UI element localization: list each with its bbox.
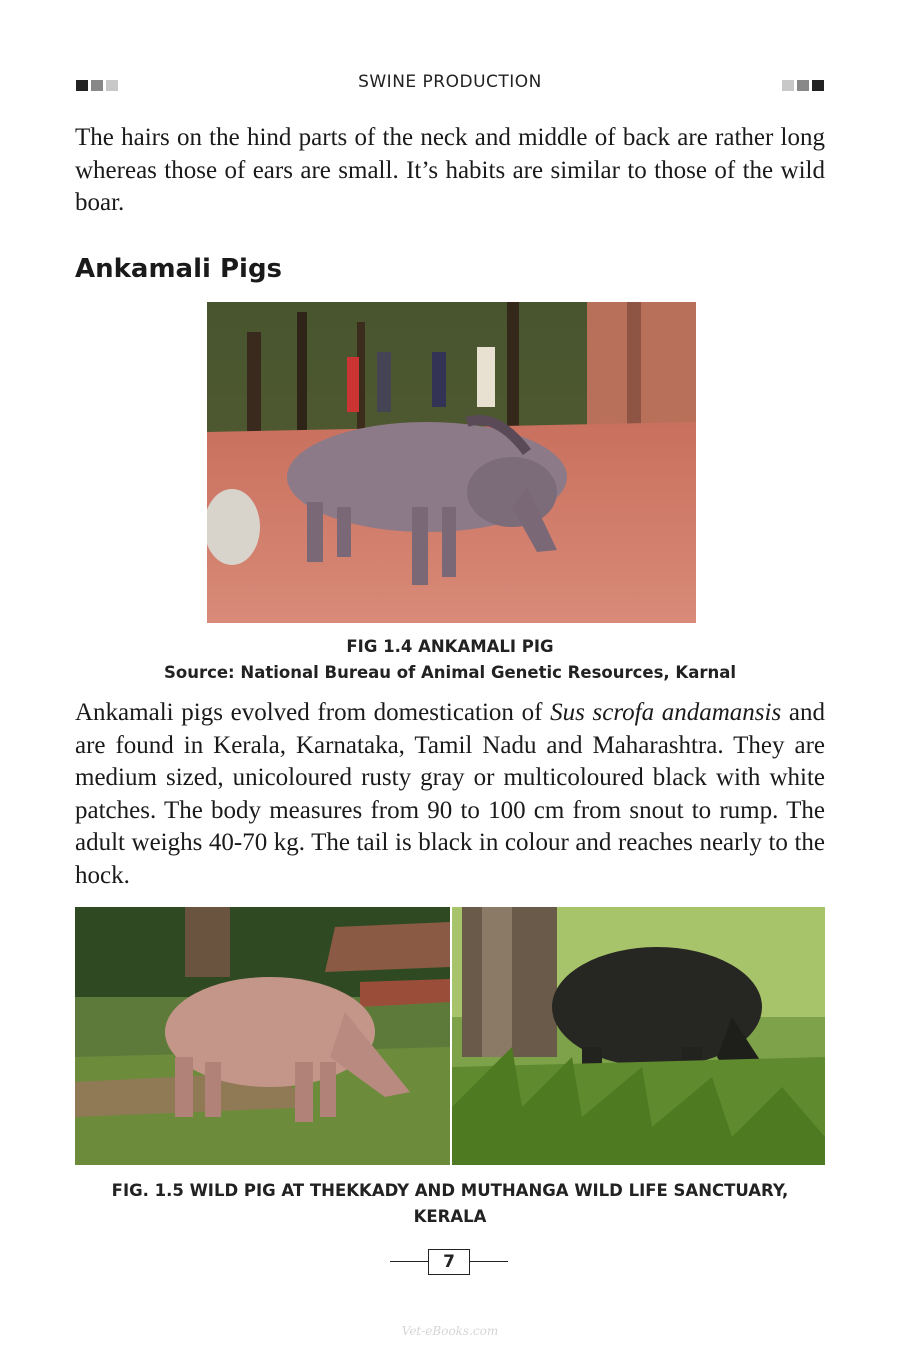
paragraph-ankamali-part1: Ankamali pigs evolved from domestication of: [75, 699, 551, 726]
species-name: Sus scrofa andamansis: [550, 699, 782, 726]
figure-1-5-title-cont: KERALA: [413, 1207, 487, 1226]
paragraph-ankamali-part2: and are found in Kerala, Karnataka, Tamil Nadu and Maharashtra. They are medium sized, unicoloured rusty gray or multicoloured black with white patches. The body measures from 90 to 100 cm from snout to rump. The adult weighs 40-70 kg. The tail is black in colour and reaches nearly to the hock.: [75, 699, 825, 889]
paragraph-ankamali: [75, 697, 825, 892]
figure-1-4-title: FIG 1.4 ANKAMALI PIG: [346, 637, 554, 656]
figure-1-5-title: FIG. 1.5 WILD PIG AT THEKKADY AND MUTHANGA WILD LIFE SANCTUARY,: [111, 1181, 789, 1200]
header-ornament-right: [782, 80, 824, 91]
ankamali-pig-photo: [207, 302, 696, 623]
running-head: SWINE PRODUCTION: [358, 72, 542, 92]
page-number-rule-left: [390, 1261, 428, 1262]
watermark: Vet-eBooks.com: [401, 1324, 499, 1338]
figure-1-5-caption: [0, 1178, 900, 1230]
page-number-rule-right: [470, 1261, 508, 1262]
wild-pig-thekkady-photo: [75, 907, 450, 1165]
figure-1-4-caption: [0, 634, 900, 686]
section-title: Ankamali Pigs: [75, 254, 283, 284]
wild-pig-muthanga-photo: [452, 907, 825, 1165]
page-number: 7: [428, 1249, 470, 1275]
figure-1-4-source: Source: National Bureau of Animal Genetic Resources, Karnal: [163, 663, 737, 682]
paragraph-hairs: The hairs on the hind parts of the neck and middle of back are rather long whereas those of ears are small. It’s habits are similar to those of the wild boar.: [75, 124, 825, 216]
